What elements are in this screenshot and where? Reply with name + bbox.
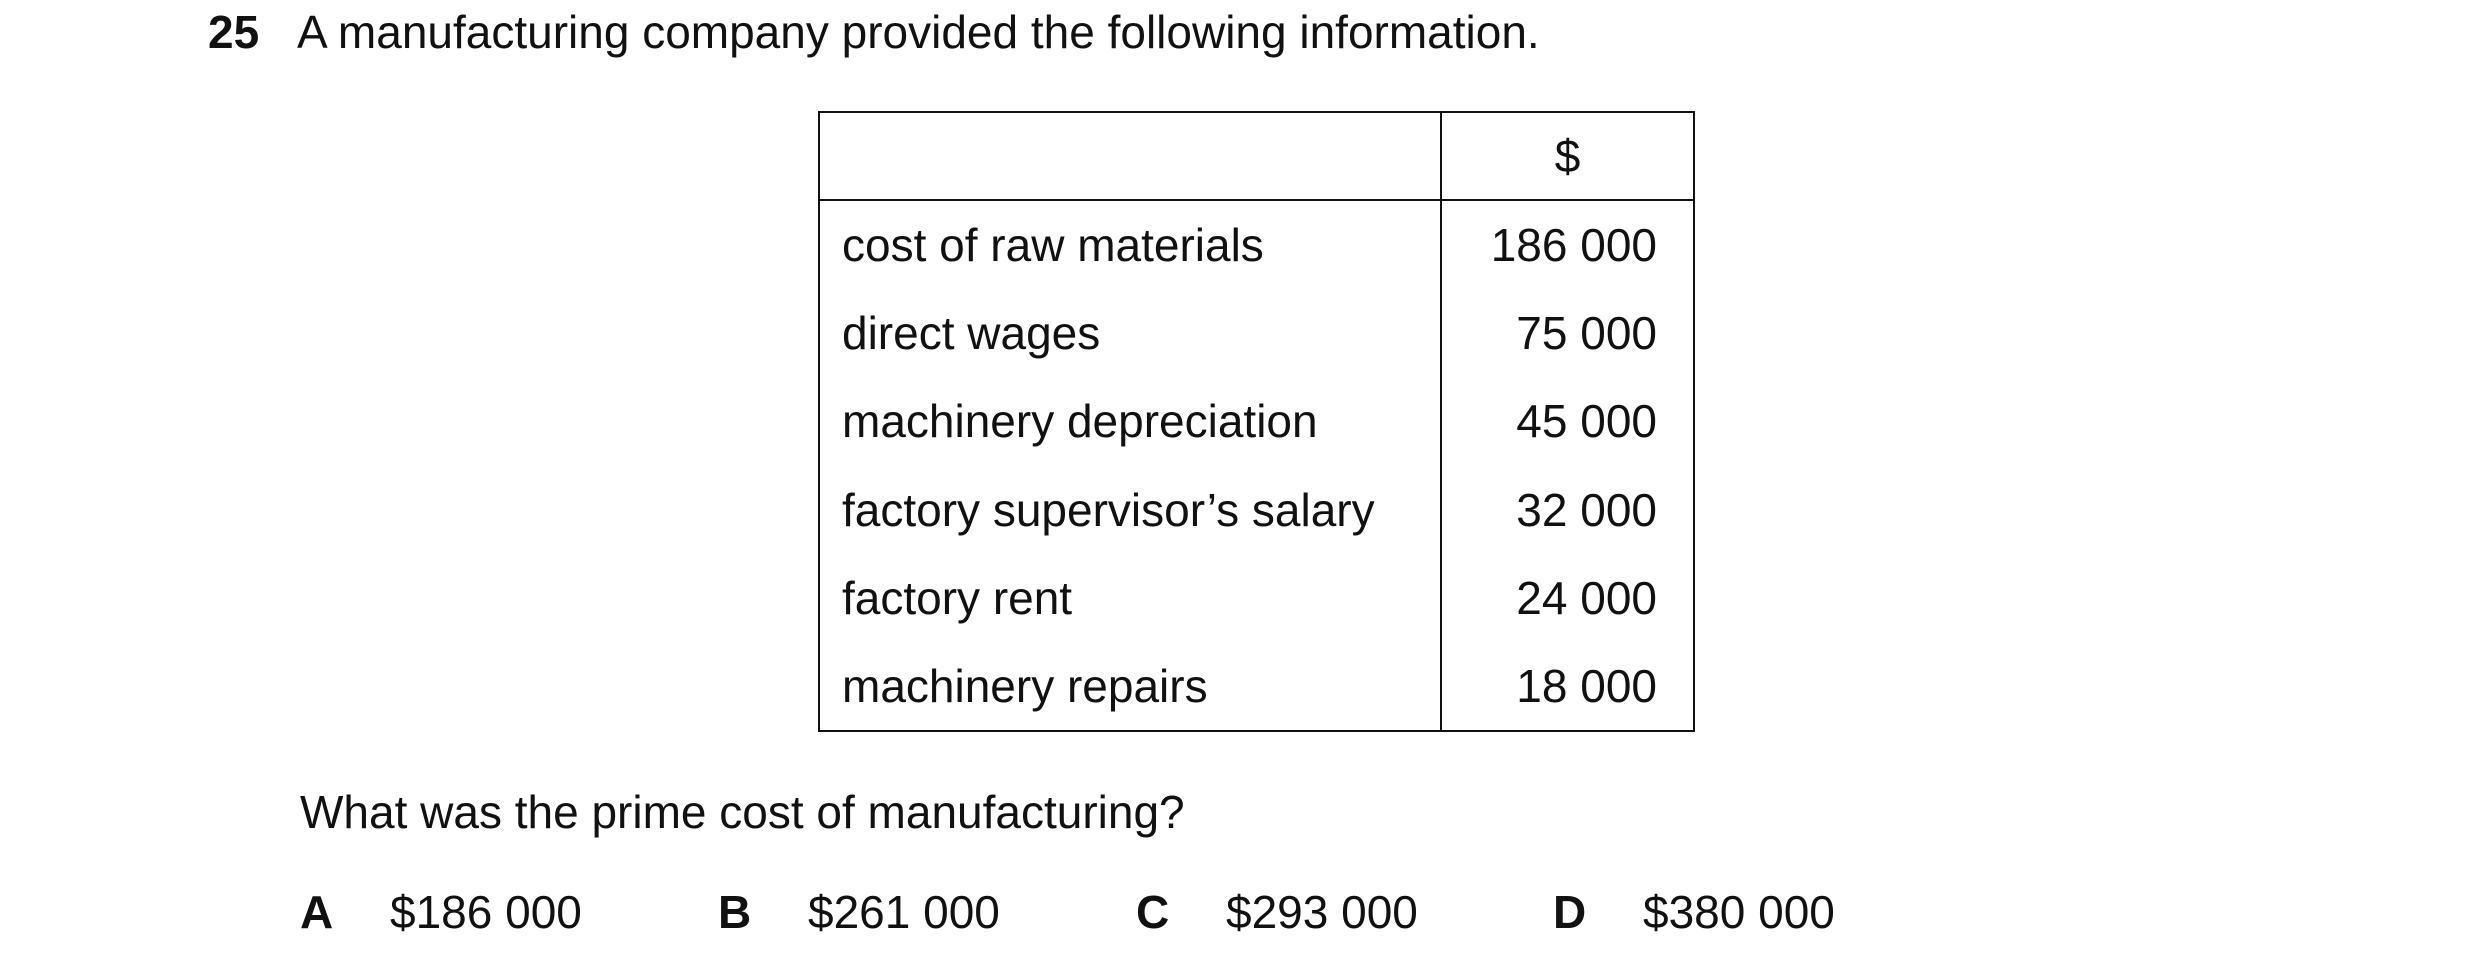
cost-table	[818, 111, 1695, 732]
row-label: cost of raw materials	[819, 200, 1441, 289]
option-value: $186 000	[390, 886, 582, 938]
row-label: factory rent	[819, 554, 1441, 642]
option-c[interactable]	[1136, 882, 1418, 942]
table-row	[819, 200, 1694, 289]
question-prompt: What was the prime cost of manufacturing?	[300, 786, 1185, 838]
option-letter: B	[718, 886, 752, 938]
row-value: 186 000	[1441, 200, 1694, 289]
table-row	[819, 642, 1694, 731]
question-stem: A manufacturing company provided the following information.	[297, 6, 1540, 58]
row-label: machinery repairs	[819, 642, 1441, 731]
table-header-row	[819, 112, 1694, 200]
table-row	[819, 377, 1694, 465]
header-label-cell	[819, 112, 1441, 200]
row-value: 32 000	[1441, 466, 1694, 554]
option-value: $380 000	[1643, 886, 1835, 938]
option-letter: A	[300, 886, 334, 938]
table-row	[819, 466, 1694, 554]
table-row	[819, 289, 1694, 377]
option-letter: C	[1136, 886, 1170, 938]
option-d[interactable]	[1553, 882, 1835, 942]
question-number: 25	[208, 6, 260, 58]
row-label: machinery depreciation	[819, 377, 1441, 465]
row-value: 24 000	[1441, 554, 1694, 642]
row-label: direct wages	[819, 289, 1441, 377]
table-row	[819, 554, 1694, 642]
option-letter: D	[1553, 886, 1587, 938]
row-value: 18 000	[1441, 642, 1694, 731]
option-a[interactable]	[300, 882, 582, 942]
option-b[interactable]	[718, 882, 1000, 942]
row-label: factory supervisor’s salary	[819, 466, 1441, 554]
header-currency-cell: $	[1441, 112, 1694, 200]
row-value: 75 000	[1441, 289, 1694, 377]
option-value: $293 000	[1226, 886, 1418, 938]
option-value: $261 000	[808, 886, 1000, 938]
row-value: 45 000	[1441, 377, 1694, 465]
